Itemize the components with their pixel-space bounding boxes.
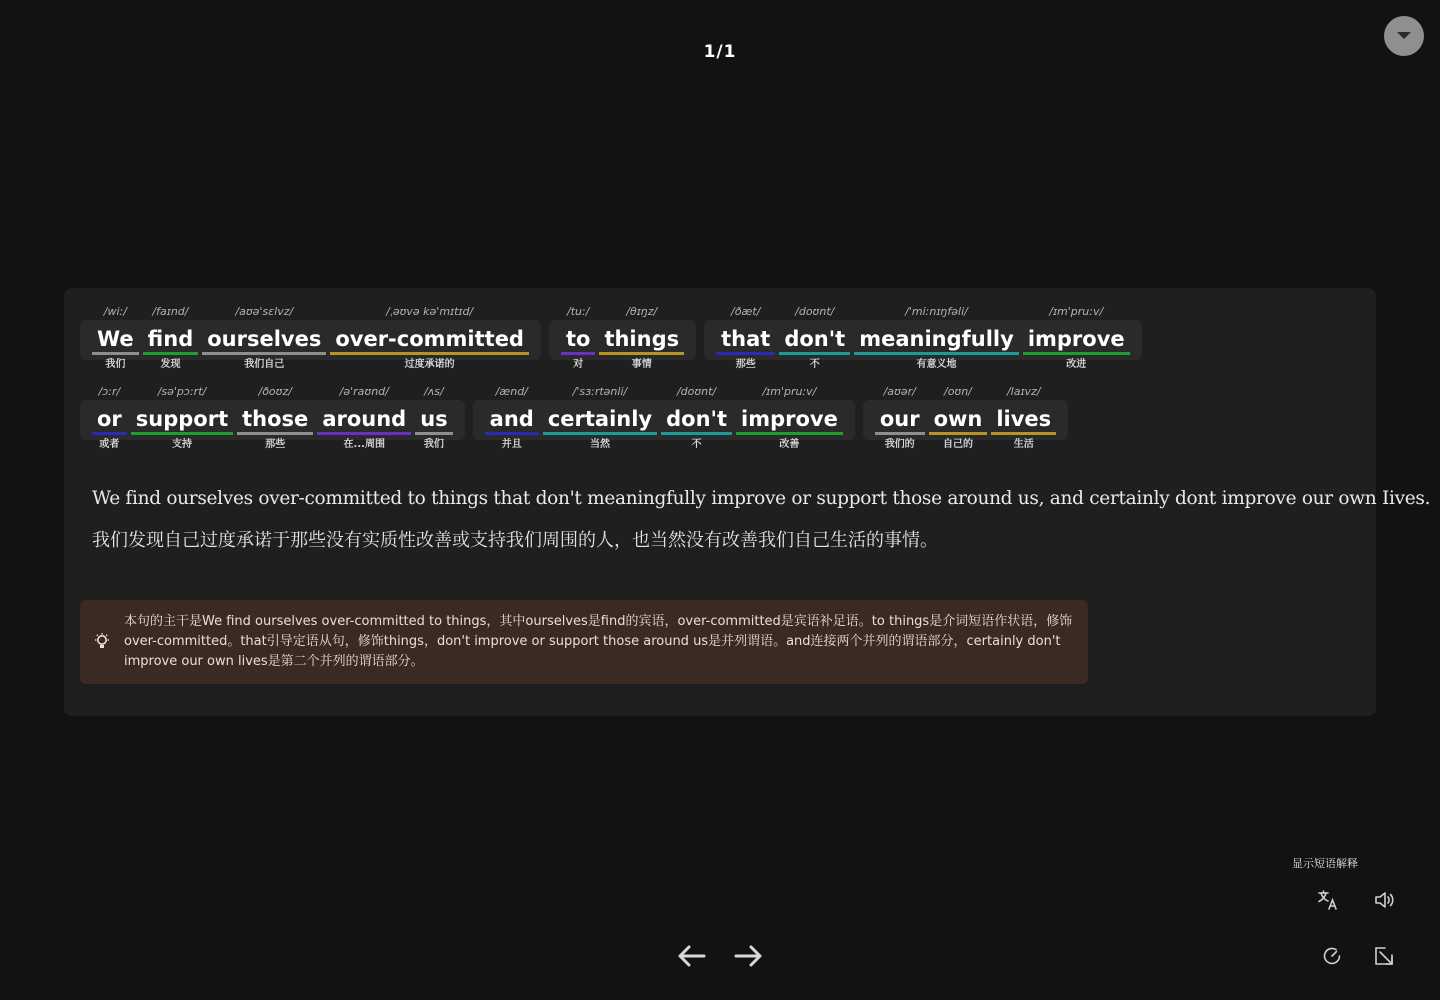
word-text: improve <box>1027 327 1125 351</box>
word-text: don't <box>784 327 846 351</box>
translate-icon <box>1317 889 1339 911</box>
word-role-underline <box>131 432 233 435</box>
show-phrase-explanation-toggle[interactable]: 显示短语解释 <box>1292 857 1358 870</box>
phonetic: /ˌəʊvə kə'mɪtɪd/ <box>386 305 474 318</box>
word-text: We <box>97 327 134 351</box>
word-token[interactable] <box>561 304 595 368</box>
word-role-underline <box>736 432 843 435</box>
word-text: to <box>565 327 591 351</box>
word-token[interactable] <box>736 384 843 448</box>
word-text: support <box>135 407 229 431</box>
phonetic: /ænd/ <box>495 385 528 398</box>
word-text: us <box>420 407 448 431</box>
phonetic: /ɪm'pruːv/ <box>762 385 817 398</box>
word-token[interactable] <box>330 304 529 368</box>
word-role-underline <box>317 432 411 435</box>
speaker-icon <box>1373 889 1395 911</box>
chinese-translation: 我们发现自己过度承诺于那些没有实质性改善或支持我们周围的人，也当然没有改善我们自己生活的事情。 <box>92 530 938 551</box>
phonetic: /faɪnd/ <box>152 305 189 318</box>
phonetic: /ðoʊz/ <box>258 385 292 398</box>
word-text: and <box>489 407 534 431</box>
collapse-button[interactable] <box>1384 16 1424 56</box>
word-role-underline <box>1023 352 1130 355</box>
word-role-underline <box>415 432 452 435</box>
chevron-down-icon <box>1396 31 1412 41</box>
word-role-underline <box>202 352 326 355</box>
phonetic: /'miːnɪŋfəli/ <box>905 305 968 318</box>
word-role-underline <box>543 432 657 435</box>
word-role-underline <box>779 352 850 355</box>
word-translation: 那些 <box>735 359 756 370</box>
word-translation: 我们 <box>105 359 126 370</box>
phonetic: /sə'pɔːrt/ <box>157 385 207 398</box>
word-token[interactable] <box>143 304 199 368</box>
word-text: those <box>242 407 309 431</box>
word-token[interactable] <box>415 384 452 448</box>
phonetic: /θɪŋz/ <box>626 305 658 318</box>
phrase-chunk[interactable] <box>863 384 1068 448</box>
word-role-underline <box>485 432 539 435</box>
phonetic: /ə'raʊnd/ <box>339 385 389 398</box>
word-translation: 我们自己 <box>244 359 285 370</box>
word-translation: 那些 <box>265 439 286 450</box>
word-token[interactable] <box>237 384 313 448</box>
word-translation: 我们的 <box>884 439 915 450</box>
word-text: around <box>322 407 407 431</box>
phonetic: /doʊnt/ <box>676 385 717 398</box>
word-translation: 过度承诺的 <box>404 359 455 370</box>
word-text: that <box>721 327 771 351</box>
phonetic: /ʌs/ <box>424 385 444 398</box>
word-translation: 有意义地 <box>916 359 957 370</box>
phonetic: /ɪm'pruːv/ <box>1049 305 1104 318</box>
word-token[interactable] <box>317 384 411 448</box>
word-text: over-committed <box>335 327 524 351</box>
word-role-underline <box>875 432 925 435</box>
word-role-underline <box>661 432 732 435</box>
word-translation: 支持 <box>171 439 192 450</box>
word-token[interactable] <box>92 384 127 448</box>
word-translation: 发现 <box>160 359 181 370</box>
word-token[interactable] <box>854 304 1019 368</box>
word-token[interactable] <box>131 384 233 448</box>
word-role-underline <box>330 352 529 355</box>
word-row <box>80 304 1142 368</box>
word-text: certainly <box>547 407 653 431</box>
translate-button[interactable] <box>1315 887 1341 913</box>
grammar-analysis <box>80 600 1088 684</box>
phonetic: /ɔːr/ <box>98 385 121 398</box>
word-role-underline <box>854 352 1019 355</box>
phonetic: /wiː/ <box>103 305 127 318</box>
word-token[interactable] <box>929 384 988 448</box>
word-role-underline <box>92 352 139 355</box>
word-token[interactable] <box>1023 304 1130 368</box>
word-translation: 事情 <box>631 359 652 370</box>
word-translation: 在...周围 <box>343 439 385 450</box>
word-translation: 对 <box>573 359 584 370</box>
lightbulb-icon <box>94 633 110 651</box>
word-text: find <box>147 327 194 351</box>
word-token[interactable] <box>779 304 850 368</box>
word-breakdown <box>80 304 1142 464</box>
word-text: things <box>604 327 680 351</box>
word-translation: 改善 <box>779 439 800 450</box>
word-role-underline <box>716 352 775 355</box>
arrow-left-icon <box>677 944 707 968</box>
arrow-right-icon <box>733 944 763 968</box>
phonetic: /laɪvz/ <box>1006 385 1041 398</box>
word-text: improve <box>741 407 838 431</box>
sound-button[interactable] <box>1371 887 1397 913</box>
word-token[interactable] <box>716 304 775 368</box>
phrase-chunk[interactable] <box>80 304 541 368</box>
exit-fullscreen-button[interactable] <box>1371 943 1397 969</box>
word-translation: 或者 <box>99 439 120 450</box>
english-sentence: We find ourselves over-committed to things that don't meaningfully improve or support those around us, and certainly dont improve our own Iives. <box>92 488 1431 509</box>
word-role-underline <box>561 352 595 355</box>
word-text: own <box>933 407 983 431</box>
word-token[interactable] <box>991 384 1056 448</box>
sentence-card <box>64 288 1431 716</box>
word-token[interactable] <box>661 384 732 448</box>
word-text: our <box>879 407 920 431</box>
phrase-chunk[interactable] <box>549 304 696 368</box>
word-translation: 改进 <box>1066 359 1087 370</box>
word-text: don't <box>666 407 727 431</box>
reset-button[interactable] <box>1319 943 1345 969</box>
word-token[interactable] <box>543 384 657 448</box>
word-token[interactable] <box>485 384 539 448</box>
word-row <box>80 384 1142 448</box>
word-text: meaningfully <box>859 327 1014 351</box>
word-role-underline <box>929 432 988 435</box>
phonetic: /aʊə'sɛlvz/ <box>235 305 294 318</box>
phonetic: /ðæt/ <box>731 305 761 318</box>
word-translation: 当然 <box>589 439 610 450</box>
word-token[interactable] <box>875 384 925 448</box>
phrase-chunk[interactable] <box>80 384 465 448</box>
word-text: ourselves <box>207 327 322 351</box>
page-counter: 1/1 <box>703 42 737 62</box>
word-translation: 生活 <box>1013 439 1034 450</box>
next-button[interactable] <box>731 941 765 971</box>
phonetic: /aʊər/ <box>883 385 916 398</box>
word-token[interactable] <box>202 304 326 368</box>
phonetic: /oʊn/ <box>943 385 972 398</box>
phonetic: /tuː/ <box>567 305 590 318</box>
word-token[interactable] <box>599 304 684 368</box>
word-translation: 我们 <box>423 439 444 450</box>
word-role-underline <box>143 352 199 355</box>
previous-button[interactable] <box>675 941 709 971</box>
analysis-text: 本句的主干是We find ourselves over-committed to things，其中ourselves是find的宾语，over-committed是宾语补足语。to things是介词短语作状语，修饰over-committed。that引导定语从句，修饰things，don't improve or support those around us是并列谓语。and连接两个并列的谓语部分，certainly don't improve our own lives是第二个并列的谓语部分。 <box>124 614 1073 669</box>
word-translation: 不 <box>809 359 820 370</box>
word-translation: 自己的 <box>942 439 973 450</box>
phonetic: /'sɜːrtənli/ <box>572 385 628 398</box>
refresh-icon <box>1321 945 1343 967</box>
word-translation: 不 <box>691 439 702 450</box>
phonetic: /doʊnt/ <box>795 305 835 318</box>
phrase-chunk[interactable] <box>473 384 855 448</box>
phrase-chunk[interactable] <box>704 304 1142 368</box>
word-role-underline <box>92 432 127 435</box>
word-token[interactable] <box>92 304 139 368</box>
collapse-window-icon <box>1373 945 1395 967</box>
word-role-underline <box>991 432 1056 435</box>
word-translation: 并且 <box>501 439 522 450</box>
word-role-underline <box>237 432 313 435</box>
word-text: lives <box>996 407 1052 431</box>
word-role-underline <box>599 352 684 355</box>
word-text: or <box>97 407 122 431</box>
